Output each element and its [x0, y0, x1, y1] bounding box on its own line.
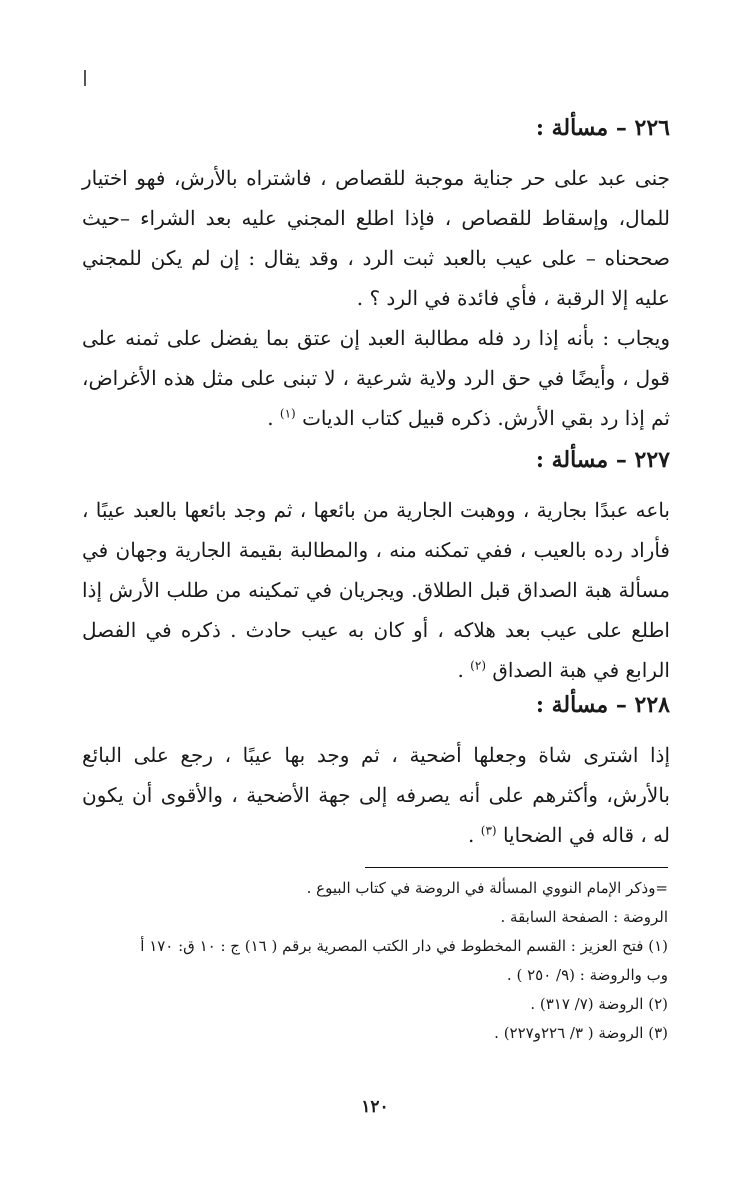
- paragraph-228-1: [82, 735, 670, 855]
- paragraph-227-1: [82, 490, 670, 690]
- margin-mark: [84, 70, 86, 86]
- paragraph-226-1: [82, 158, 670, 318]
- section-heading-227: ٢٢٧ – مسألة :: [535, 447, 670, 473]
- footnote-divider: [365, 867, 668, 868]
- paragraph-end: .: [267, 406, 280, 430]
- paragraph-226-2: [82, 318, 670, 438]
- footnote-line: وب والروضة : (٩/ ٢٥٠ ) .: [506, 966, 668, 984]
- footnotes: [82, 874, 668, 1048]
- section-heading-228: ٢٢٨ – مسألة :: [535, 692, 670, 718]
- footnote-line: (١) فتح العزيز : القسم المخطوط في دار الكتب المصرية برقم ( ١٦) ج : ١٠ ق: ١٧٠ أ: [140, 937, 668, 955]
- footnote-ref-1: (١): [279, 406, 296, 421]
- paragraph-end: .: [468, 823, 481, 847]
- footnote-ref-3: (٣): [480, 823, 497, 838]
- paragraph-text: إذا اشترى شاة وجعلها أضحية ، ثم وجد بها عيبًا ، رجع على البائع بالأرش، وأكثرهم على أنه يصرفه إلى جهة الأضحية ، والأقوى أن يكون له ، قاله في الضحايا: [82, 743, 670, 847]
- paragraph-text: ويجاب : بأنه إذا رد فله مطالبة العبد إن عتق بما يفضل على ثمنه على قول ، وأيضًا في حق الرد ولاية شرعية ، لا تبنى على مثل هذه الأغراض، ثم إذا رد بقي الأرش. ذكره قبيل كتاب الديات: [82, 326, 670, 430]
- footnote-line: (٣) الروضة ( ٣/ ٢٢٦و٢٢٧) .: [494, 1024, 668, 1042]
- paragraph-text: باعه عبدًا بجارية ، ووهبت الجارية من بائعها ، ثم وجد بائعها بالعبد عيبًا ، فأراد رده بالعيب ، ففي تمكنه منه ، والمطالبة بقيمة الجارية وجهان في مسألة هبة الصداق قبل الطلاق. ويجريان في تمكينه من طلب الأرش إذا اطلع على عيب بعد هلاكه ، أو كان به عيب حادث . ذكره في الفصل الرابع في هبة الصداق: [82, 498, 670, 682]
- page-number: ١٢٠: [361, 1097, 389, 1117]
- footnote-ref-2: (٢): [470, 658, 486, 673]
- footnote-line: الروضة : الصفحة السابقة .: [500, 908, 668, 926]
- footnote-line: =وذكر الإمام النووي المسألة في الروضة في كتاب البيوع .: [306, 879, 668, 897]
- paragraph-end: .: [457, 658, 471, 682]
- section-heading-226: ٢٢٦ – مسألة :: [535, 115, 670, 141]
- footnote-line: (٢) الروضة (٧/ ٣١٧) .: [530, 995, 668, 1013]
- paragraph-text: جنى عبد على حر جناية موجبة للقصاص ، فاشتراه بالأرش، فهو اختيار للمال، وإسقاط للقصاص ، فإذا اطلع المجني عليه بعد الشراء –حيث صححناه – على عيب بالعبد ثبت الرد ، وقد يقال : إن لم يكن للمجني عليه إلا الرقبة ، فأي فائدة في الرد ؟ .: [82, 166, 670, 310]
